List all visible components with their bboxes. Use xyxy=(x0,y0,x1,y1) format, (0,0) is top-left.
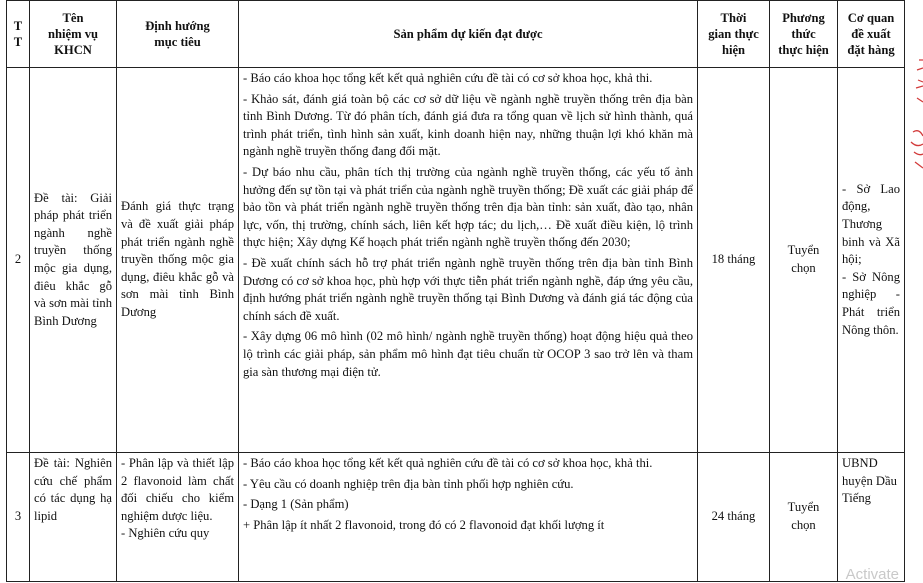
header-dinh-huong: Định hướng mục tiêu xyxy=(117,1,239,68)
task-objective: - Phân lập và thiết lập 2 flavonoid làm chất đối chiếu cho kiểm nghiệm dược liệu. - Nghiên cứu quy xyxy=(117,453,239,582)
task-name: Đề tài: Giải pháp phát triển ngành nghề truyền thống mộc gia dụng, điêu khắc gỗ và sơn mài tỉnh Bình Dương xyxy=(30,68,117,453)
red-stamp-fragment xyxy=(905,58,923,188)
document-table xyxy=(6,0,905,582)
method: Tuyển chọn xyxy=(770,68,838,453)
duration: 18 tháng xyxy=(698,68,770,453)
duration: 24 tháng xyxy=(698,453,770,582)
expected-products xyxy=(239,68,698,453)
product-item: - Xây dựng 06 mô hình (02 mô hình/ ngành nghề truyền thống) hoạt động hiệu quả theo lộ trình các giải pháp, sản phẩm mô hình đạt tiêu chuẩn từ OCOP 3 sao trở lên và tham gia sàn thương mại điện tử. xyxy=(243,329,693,379)
product-item: - Báo cáo khoa học tổng kết kết quả nghiên cứu đề tài có cơ sở khoa học, khả thi. xyxy=(243,71,653,85)
task-objective: Đánh giá thực trạng và đề xuất giải pháp phát triển ngành nghề truyền thống mộc gia dụng, điêu khắc gỗ và sơn mài tỉnh Bình Dương xyxy=(117,68,239,453)
header-san-pham: Sản phẩm dự kiến đạt được xyxy=(239,1,698,68)
table-row xyxy=(7,68,905,453)
method: Tuyển chọn xyxy=(770,453,838,582)
product-item: - Yêu cầu có doanh nghiệp trên địa bàn tỉnh phối hợp nghiên cứu. xyxy=(243,476,574,491)
header-tt: T T xyxy=(7,1,30,68)
row-number: 3 xyxy=(7,453,30,582)
ordering-agency: - Sở Lao động, Thương binh và Xã hội; - Sở Nông nghiệp - Phát triển Nông thôn. xyxy=(838,68,905,453)
product-item: - Dạng 1 (Sản phẩm) xyxy=(243,497,349,512)
product-item: + Phân lập ít nhất 2 flavonoid, trong đó có 2 flavonoid đạt khối lượng ít xyxy=(243,517,605,532)
header-phuong-thuc: Phương thức thực hiện xyxy=(770,1,838,68)
header-row xyxy=(7,1,905,68)
product-item: - Báo cáo khoa học tổng kết kết quả nghiên cứu đề tài có cơ sở khoa học, khả thi. xyxy=(243,456,653,470)
task-name: Đề tài: Nghiên cứu chế phẩm có tác dụng hạ lipid xyxy=(30,453,117,582)
table-row xyxy=(7,453,905,582)
product-item: - Khảo sát, đánh giá toàn bộ các cơ sở dữ liệu về ngành nghề truyền thống trên địa bàn tỉnh Bình Dương. Từ đó phân tích, đánh giá đưa ra tổng quan về lịch sử hình thành, quá trình phát triển, tình hình sản xuất, kinh doanh hiện nay, những thuận lợi khó khăn mà ngành nghề truyền thống đang đối mặt. xyxy=(243,91,693,159)
row-number: 2 xyxy=(7,68,30,453)
ordering-agency: UBND huyện Dầu Tiếng xyxy=(838,453,905,582)
header-co-quan: Cơ quan đề xuất đặt hàng xyxy=(838,1,905,68)
header-thoi-gian: Thời gian thực hiện xyxy=(698,1,770,68)
activate-windows-watermark: Activate xyxy=(845,566,899,583)
header-ten-nhiem-vu: Tên nhiệm vụ KHCN xyxy=(30,1,117,68)
product-item: - Đề xuất chính sách hỗ trợ phát triển ngành nghề truyền thống trên địa bàn tỉnh Bình Dương có cơ sở khoa học, phù hợp với thực tiễn phát triển ngành nghề, đáp ứng yêu cầu, định hướng phát triển ngành nghề truyền thống tại Bình Dương và đánh giá tác động của chính sách đề xuất. xyxy=(243,255,693,323)
product-item: - Dự báo nhu cầu, phân tích thị trường của ngành nghề truyền thống, các yếu tố ảnh hưởng đến sự tồn tại và phát triển của ngành nghề truyền thống; Đề xuất các giải pháp để bảo tồn và phát triển ngành nghề truyền thống trên địa bàn tỉnh: sản xuất, đào tạo, nhân lực, vốn, thị trường, chính sách, liên kết hợp tác; du lịch,… Đề xuất điều kiện, lộ trình thực hiện; Xây dựng Kế hoạch phát triển ngành nghề truyền thống đến 2030; xyxy=(243,164,693,250)
expected-products xyxy=(239,453,698,582)
